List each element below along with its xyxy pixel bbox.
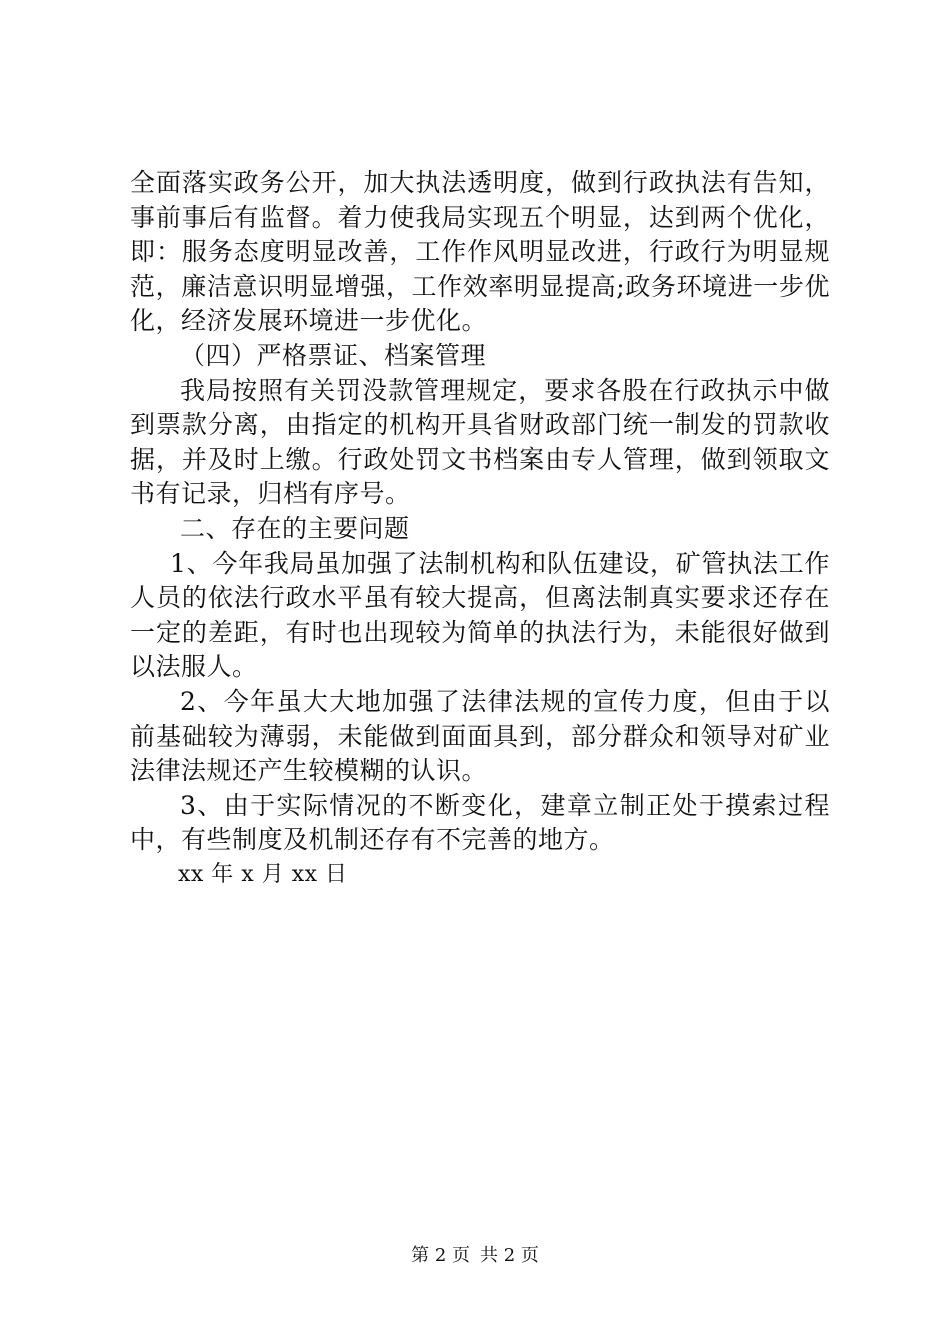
section-heading-main-problems: 二、存在的主要问题 <box>180 513 410 543</box>
paragraph-receipts-archives: 我局按照有关罚没款管理规定，要求各股在行政执示中做到票款分离，由指定的机构开具省财政部门统一制发的罚款收据，并及时上缴。行政处罚文书档案由专人管理，做到领取文书有记录，归档有序号。 <box>130 375 830 509</box>
paragraph-open-government: 全面落实政务公开，加大执法透明度，做到行政执法有告知，事前事后有监督。着力使我局实现五个明显，达到两个优化，即：服务态度明显改善，工作作风明显改进，行政行为明显规范，廉洁意识明显增强，工作效率明显提高;政务环境进一步优化，经济发展环境进一步优化。 <box>130 168 830 336</box>
paragraph-problem-3: 3、由于实际情况的不断变化，建章立制正处于摸索过程中，有些制度及机制还存有不完善的地方。 <box>130 790 830 855</box>
paragraph-problem-1: 1、今年我局虽加强了法制机构和队伍建设，矿管执法工作人员的依法行政水平虽有较大提高，但离法制真实要求还存在一定的差距，有时也出现较为简单的执法行为，未能很好做到以法服人。 <box>130 548 830 682</box>
document-body <box>130 166 830 892</box>
page-number: 第 2 页 <box>411 1245 470 1266</box>
page-footer <box>0 1244 950 1268</box>
paragraph-problem-2: 2、今年虽大大地加强了法律法规的宣传力度，但由于以前基础较为薄弱，未能做到面面具到，部分群众和领导对矿业法律法规还产生较模糊的认识。 <box>130 686 830 786</box>
page-total: 共 2 页 <box>480 1245 539 1266</box>
document-date: xx 年 x 月 xx 日 <box>178 861 348 887</box>
section-heading-receipts-archives: （四）严格票证、档案管理 <box>180 340 487 370</box>
